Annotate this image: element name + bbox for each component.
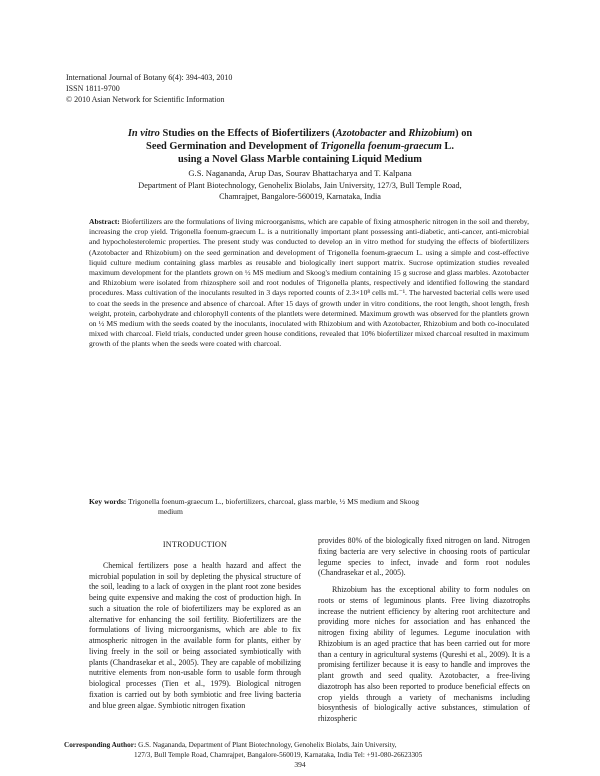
keywords-label: Key words: — [89, 497, 127, 506]
corresponding-author-footnote — [64, 740, 534, 760]
keywords-line-2: medium — [158, 507, 183, 517]
abstract-label: Abstract: — [89, 217, 120, 226]
journal-name: International Journal of Botany 6(4): 394-403, 2010 — [66, 73, 233, 82]
title-line2-end: L. — [441, 141, 454, 152]
title-in-vitro: In vitro — [127, 128, 160, 139]
introduction-paragraph-1: Chemical fertilizers pose a health hazard and affect the microbial population in soil by depleting the physical structure of the soil, leading to a lack of oxygen in the plant root zone besides being quite expensive and making the cost of production high. In such a situation the role of biofertilizers may be explored as an alternative for enhancing the soil fertility. Biofertilizers are the formulations of living microorganisms, which are able to fix atmospheric nitrogen in the available form for plants, either by living freely in the soil or being associated symbiotically with plants (Chandrasekar et al., 2005). They are capable of mobilizing nutritive elements from non-usable form to usable form through biological processes (Tien et al., 1979). Biological nitrogen fixation is carried out by both symbiotic and free living bacteria and blue green algae. Symbiotic nitrogen fixation — [89, 560, 301, 710]
right-column — [318, 536, 530, 725]
journal-header — [66, 72, 232, 105]
title-segment-1: Studies on the Effects of Biofertilizers ( — [159, 128, 336, 139]
title-azotobacter: Azotobacter — [335, 128, 387, 139]
footnote-line-1: G.S. Nagananda, Department of Plant Biotechnology, Genohelix Biolabs, Jain University, — [136, 741, 397, 749]
footnote-label: Corresponding Author: — [64, 741, 137, 749]
title-species: Trigonella foenum-graecum — [320, 141, 442, 152]
abstract — [89, 217, 529, 350]
paper-title — [70, 127, 530, 166]
keywords — [89, 497, 529, 517]
affiliation-line-2: Chamrajpet, Bangalore-560019, Karnataka, India — [219, 192, 381, 201]
author-list: G.S. Nagananda, Arup Das, Sourav Bhattacharya and T. Kalpana — [188, 168, 412, 178]
introduction-heading: INTRODUCTION — [162, 540, 228, 549]
journal-copyright: © 2010 Asian Network for Scientific Information — [66, 95, 225, 104]
title-line2-start: Seed Germination and Development of — [146, 141, 321, 152]
keywords-line-1: Trigonella foenum-graecum L., biofertilizers, charcoal, glass marble, ½ MS medium and Skoog — [126, 497, 420, 506]
affiliation — [70, 180, 530, 202]
title-line3: using a Novel Glass Marble containing Liquid Medium — [178, 154, 422, 165]
abstract-text: Biofertilizers are the formulations of living microorganisms, which are capable of fixing atmospheric nitrogen in the soil and thereby, increasing the crop yield. Trigonella foenum-graecum L. is a nutritionally important plant possessing anti-diabetic, anti-cancer, anti-microbial and hypocholesterolemic properties. The present study was conducted to develop an in vitro method for studying the effects of biofertilizers (Azotobacter and Rhizobium) on the seed germination and development of Trigonella foenum-graecum L. using a simple and cost-effective liquid culture medium containing glass marbles as reusable and biologically inert support matrix. Sucrose optimization studies revealed maximum development for the plantlets grown on ½ MS medium and Skoog's medium containing 15 g sucrose and glass marbles. Azotobacter and Rhizobium were isolated from rhizosphere soil and root nodules of Trigonella plants, respectively and identified following the standard procedures. Mass cultivation of the inoculants resulted in 3 days reported counts of 2.3×10⁸ cells mL⁻¹. The harvested bacterial cells were used to coat the seeds in the presence and absence of charcoal. After 15 days of growth under in vitro conditions, the root length, shoot length, fresh weight, protein, carbohydrate and chlorophyll contents of the plantlets were determined. Maximum growth was observed for the plantlets grown on ½ MS medium with the seeds coated by the inoculants, inoculated with Rhizobium and with Azotobacter, Rhizobium and both co-inoculated mixed with charcoal. Field trials, conducted under green house conditions, revealed that 10% biofertilizer mixed charcoal resulted in maximum growth of the plants when the seeds were coated with charcoal. — [89, 217, 529, 349]
affiliation-line-1: Department of Plant Biotechnology, Genohelix Biolabs, Jain University, 127/3, Bull Temple Road, — [138, 181, 462, 190]
introduction-paragraph-2: Rhizobium has the exceptional ability to form nodules on roots or stems of leguminous plants. Free living diazotrophs increase the nutrient efficiency by altering root architecture and providing more niches for association and has enhanced the nitrogen fixing ability of legumes. Legume inoculation with Rhizobium is an aged practice that has been carried out for more than a century in agricultural systems (Qureshi et al., 2009). It is a promising fertilizer because it is easy to handle and improves the plant growth and seed quality. Azotobacter, a free-living diazotroph has also been reported to produce beneficial effects on crop yields through a variety of mechanisms including biosynthesis of biologically active substances, stimulation of rhizospheric — [318, 585, 530, 723]
footnote-line-2: 127/3, Bull Temple Road, Chamrajpet, Bangalore-560019, Karnataka, India Tel: +91-080-26623305 — [134, 751, 423, 759]
title-segment-3: ) on — [455, 128, 473, 139]
left-column — [89, 540, 301, 711]
journal-issn: ISSN 1811-9700 — [66, 84, 120, 93]
title-segment-2: and — [386, 128, 409, 139]
page-number: 394 — [294, 760, 306, 769]
title-rhizobium: Rhizobium — [408, 128, 456, 139]
introduction-paragraph-continued: provides 80% of the biologically fixed nitrogen on land. Nitrogen fixing bacteria are very selective in choosing roots of particular legume species to infect, invade and form root nodules (Chandrasekar et al., 2005). — [318, 536, 530, 578]
